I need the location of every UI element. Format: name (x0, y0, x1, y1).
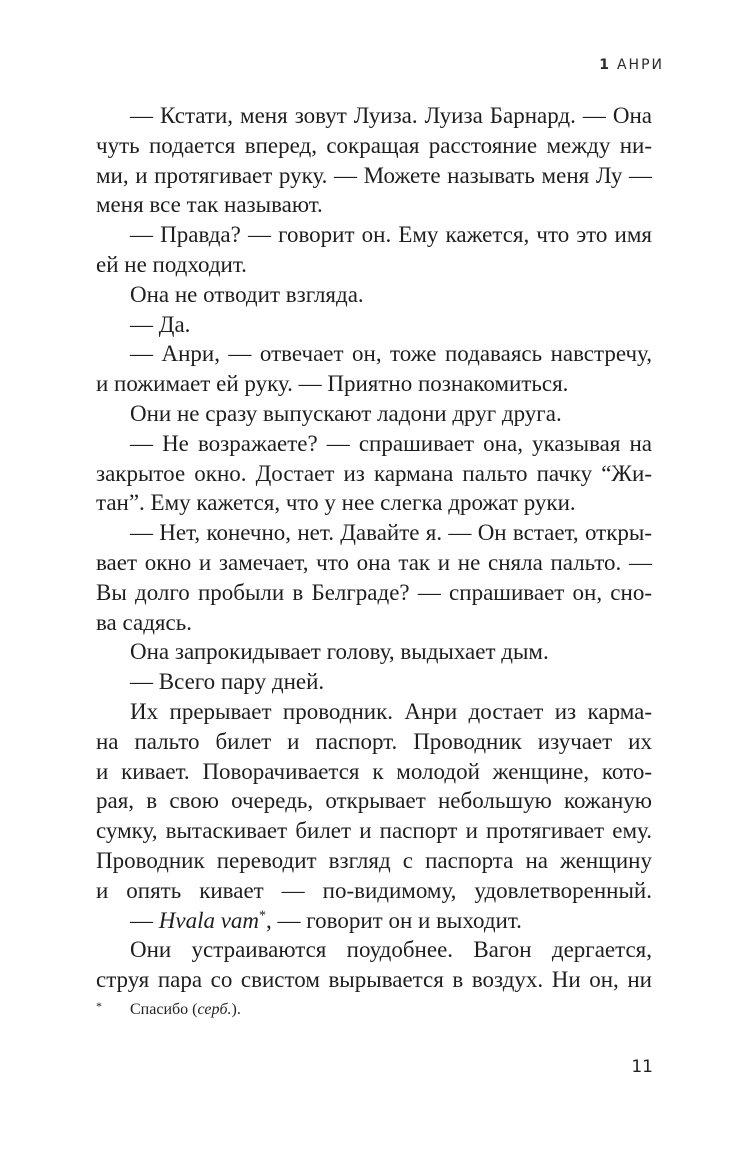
text-line: — Нет, конечно, нет. Давайте я. — Он встает, откры- (130, 520, 652, 546)
footnote-mark: * (96, 999, 102, 1013)
text-line: Проводник переводит взгляд с паспорта на женщину (96, 847, 652, 873)
text-line: — Да. (130, 311, 191, 337)
text-line: — Кстати, меня зовут Луиза. Луиза Барнард. — Она (130, 103, 652, 128)
text-line: ва садясь. (96, 609, 192, 635)
text-line: ей не подходит. (96, 251, 247, 277)
footnote-text: Спасибо ( (130, 1001, 198, 1018)
dialogue-rest: , — говорит он и выходит. (266, 907, 522, 933)
footnote-text-end: ). (231, 1001, 241, 1018)
text-line: и пожимает ей руку. — Приятно познакомиться. (96, 371, 569, 397)
chapter-title: АНРИ (616, 57, 664, 73)
text-line: ми, и протягивает руку. — Можете называть меня Лу — (96, 162, 652, 188)
text-line: струя пара со свистом вырывается в воздух. Ни он, ни (96, 967, 652, 993)
text-line: вает окно и замечает, что она так и не сняла пальто. — (96, 549, 652, 575)
text-line: на пальто билет и паспорт. Проводник изучает их (96, 728, 652, 754)
text-line: Она не отводит взгляда. (130, 281, 364, 307)
text-line: тан”. Ему кажется, что у нее слегка дрожат руки. (96, 490, 576, 516)
footnote (96, 1001, 241, 1019)
body-text (96, 101, 652, 995)
text-line: Они не сразу выпускают ладони друг друга. (130, 400, 562, 426)
dialogue-dash: — (130, 907, 153, 933)
text-line: — Правда? — говорит он. Ему кажется, что это имя (130, 222, 652, 248)
text-line: — Не возражаете? — спрашивает она, указывая на (130, 430, 652, 456)
page-number: 11 (631, 1057, 653, 1077)
chapter-number: 1 (599, 57, 611, 73)
text-line: — Всего пару дней. (130, 669, 325, 695)
text-line: Она запрокидывает голову, выдыхает дым. (130, 639, 549, 665)
footnote-italic: серб. (197, 1001, 232, 1018)
text-line: рая, в свою очередь, открывает небольшую кожаную (96, 788, 652, 814)
running-header (599, 57, 664, 73)
text-lines-bottom (96, 935, 652, 995)
text-line: Вы долго пробыли в Белграде? — спрашивает он, сно- (96, 579, 652, 605)
text-line: — Анри, — отвечает он, тоже подаваясь навстречу, (130, 341, 652, 367)
foreign-phrase: Hvala vam (158, 907, 260, 933)
text-line: закрытое окно. Достает из кармана пальто пачку “Жи- (96, 460, 652, 486)
text-line: чуть подается вперед, сокращая расстояние между ни- (96, 132, 652, 158)
text-line: Их прерывает проводник. Анри достает из карма- (130, 698, 652, 724)
footnote-ref: * (259, 907, 267, 923)
text-line: сумку, вытаскивает билет и паспорт и протягивает ему. (96, 818, 652, 844)
text-line: меня все так называют. (96, 192, 323, 218)
text-line: Они устраиваются поудобнее. Вагон дергается, (130, 937, 652, 963)
text-line-dialogue (96, 906, 652, 936)
text-line: и опять кивает — по-видимому, удовлетворенный. (96, 877, 652, 903)
text-lines-top (96, 101, 652, 906)
text-line: и кивает. Поворачивается к молодой женщине, кото- (96, 758, 652, 784)
